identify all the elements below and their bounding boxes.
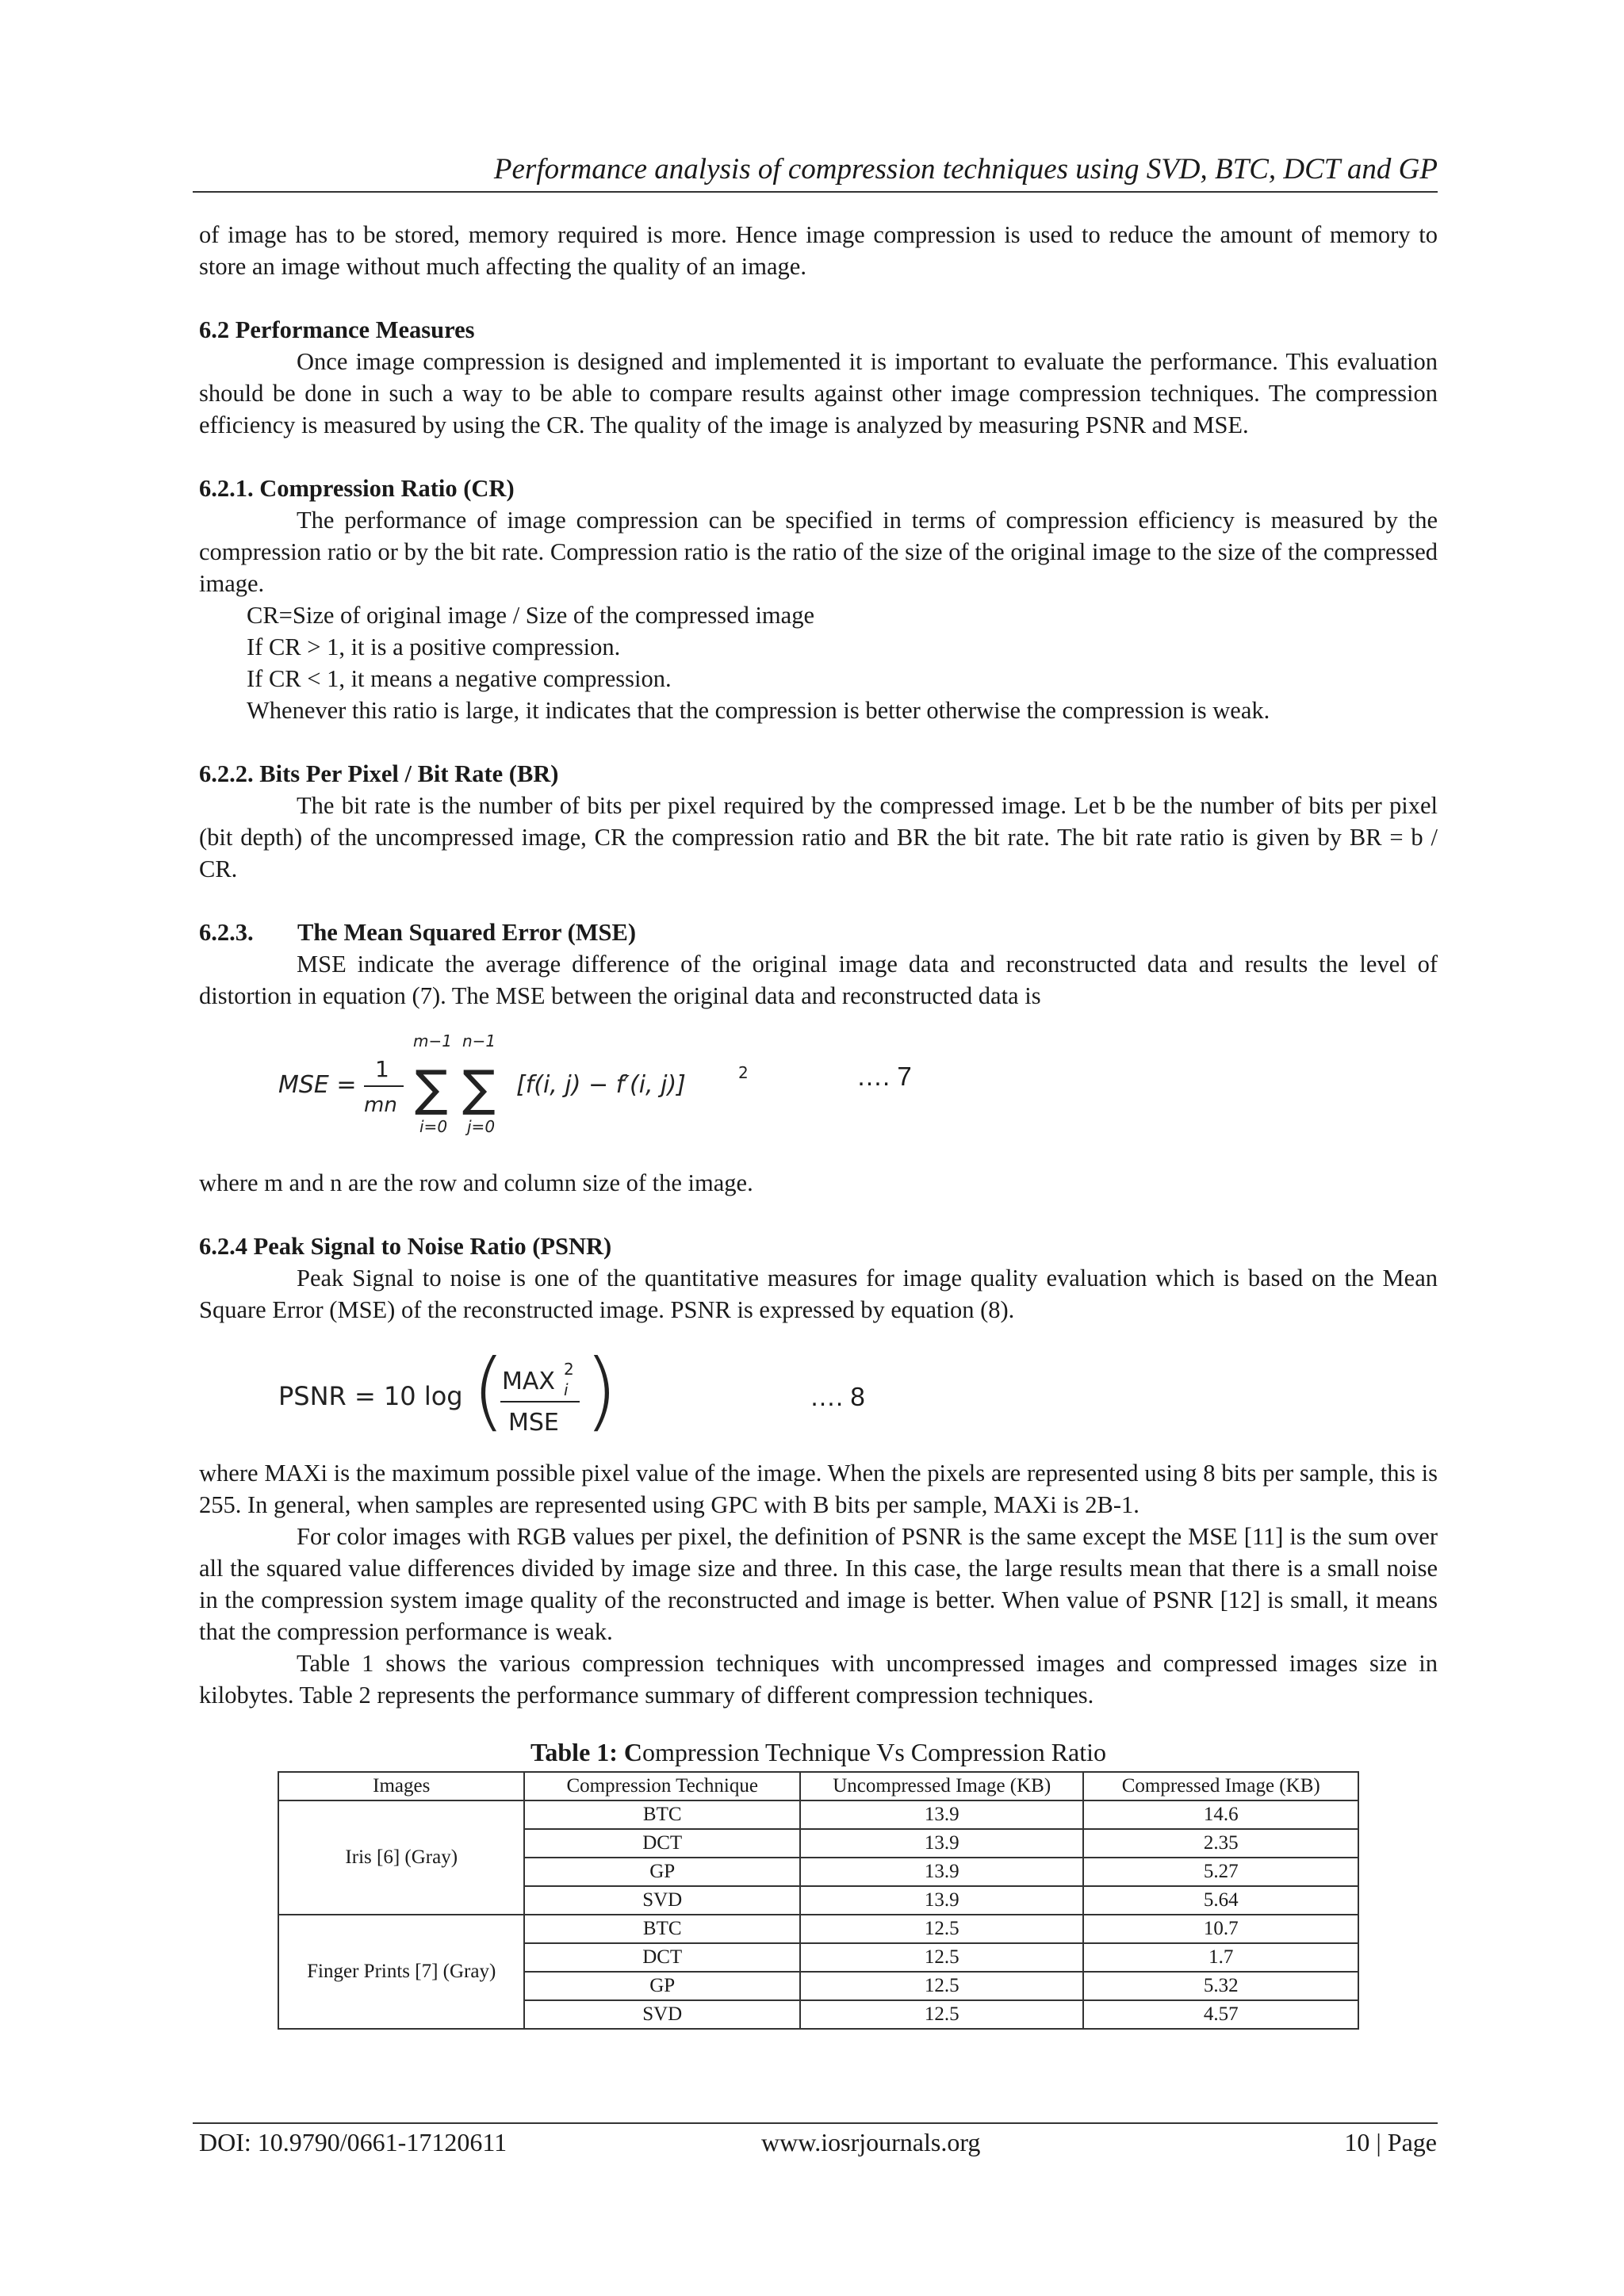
paragraph-psnr-where: where MAXi is the maximum possible pixel value of the image. When the pixels are represented using 8 bits per sample, this is 255. In general, when samples are represented using GPC with B bits per sample, MAXi is 2B-1. — [199, 1460, 1438, 1518]
svg-text:j=0: j=0 — [467, 1117, 496, 1136]
technique-cell: GP — [524, 1858, 800, 1886]
paragraph-bit-rate: The bit rate is the number of bits per pixel required by the compressed image. Let b be the number of bits per pixel (bit depth) of the uncompressed image, CR the compression ratio and BR the bit rate. The bit rate ratio is given by BR = b / CR. — [199, 792, 1438, 882]
compressed-cell: 2.35 — [1083, 1829, 1358, 1858]
cr-positive-line: If CR > 1, it is a positive compression. — [247, 633, 621, 660]
section-number: 6.2.3. — [199, 919, 254, 946]
section-heading-6-2-1: 6.2.1. Compression Ratio (CR) — [199, 475, 515, 502]
uncompressed-cell: 13.9 — [800, 1829, 1084, 1858]
section-heading-6-2-4: 6.2.4 Peak Signal to Noise Ratio (PSNR) — [199, 1233, 612, 1260]
table-header-row — [278, 1772, 1358, 1800]
section-heading-6-2: 6.2 Performance Measures — [199, 316, 475, 343]
paragraph-psnr: Peak Signal to noise is one of the quantitative measures for image quality evaluation which is based on the Mean Square Error (MSE) of the reconstructed image. PSNR is expressed by equation (8). — [199, 1265, 1438, 1323]
equation-number-7: …. 7 — [856, 1062, 912, 1091]
table-1-caption — [199, 1736, 1438, 1768]
svg-text:i: i — [564, 1380, 569, 1399]
technique-cell: SVD — [524, 1886, 800, 1915]
footer-rule — [193, 2122, 1438, 2124]
compressed-cell: 4.57 — [1083, 2000, 1358, 2029]
svg-text:2: 2 — [564, 1360, 574, 1379]
svg-text:2: 2 — [738, 1063, 749, 1082]
paragraph-performance-measures: Once image compression is designed and implemented it is important to evaluate the performance. This evaluation should be done in such a way to be able to compare results against other image compression techniques. The compression efficiency is measured by using the CR. The quality of the image is analyzed by measuring PSNR and MSE. — [199, 348, 1438, 438]
paragraph-color-psnr: For color images with RGB values per pixel, the definition of PSNR is the same except the MSE [11] is the sum over all the squared value differences divided by image size and three. In this case, the large results mean that there is a small noise in the compression system image quality of the reconstructed and image is better. When value of PSNR [12] is small, it means that the compression performance is weak. — [199, 1523, 1438, 1645]
technique-cell: BTC — [524, 1915, 800, 1943]
psnr-formula-graphic — [278, 1345, 833, 1448]
svg-text:PSNR = 10 log: PSNR = 10 log — [278, 1381, 463, 1411]
technique-cell: GP — [524, 1972, 800, 2000]
table-caption-bold: Table 1: C — [530, 1738, 643, 1766]
uncompressed-cell: 13.9 — [800, 1858, 1084, 1886]
table-caption-text: ompression Technique Vs Compression Ratio — [642, 1738, 1107, 1766]
svg-text:∑: ∑ — [462, 1059, 496, 1117]
svg-text:MAX: MAX — [502, 1368, 555, 1395]
page-body — [199, 219, 1438, 2030]
compressed-cell: 1.7 — [1083, 1943, 1358, 1972]
svg-text:m−1: m−1 — [413, 1031, 452, 1050]
psnr-equation — [199, 1345, 1438, 1448]
image-group-cell: Finger Prints [7] (Gray) — [278, 1915, 524, 2029]
section-heading-6-2-3 — [199, 916, 1438, 948]
section-heading-6-2-2: 6.2.2. Bits Per Pixel / Bit Rate (BR) — [199, 760, 559, 787]
footer-website[interactable]: www.iosrjournals.org — [761, 2128, 981, 2156]
uncompressed-cell: 12.5 — [800, 1943, 1084, 1972]
uncompressed-cell: 12.5 — [800, 2000, 1084, 2029]
svg-text:MSE: MSE — [508, 1409, 559, 1437]
footer-page-number: 10 | Page — [1344, 2128, 1437, 2156]
paragraph-mse-where: where m and n are the row and column size of the image. — [199, 1169, 753, 1196]
intro-paragraph: of image has to be stored, memory required is more. Hence image compression is used to reduce the amount of memory to store an image without much affecting the quality of an image. — [199, 221, 1438, 280]
footer-doi: DOI: 10.9790/0661-17120611 — [199, 2128, 508, 2156]
cr-interpretation-line: Whenever this ratio is large, it indicates that the compression is better otherwise the compression is weak. — [247, 697, 1270, 724]
svg-text:MSE =: MSE = — [278, 1071, 357, 1099]
table-1 — [278, 1771, 1359, 2030]
svg-text:): ) — [584, 1345, 619, 1441]
compressed-cell: 14.6 — [1083, 1800, 1358, 1829]
header-rule — [193, 191, 1438, 193]
uncompressed-cell: 12.5 — [800, 1972, 1084, 2000]
running-header: Performance analysis of compression techniques using SVD, BTC, DCT and GP — [493, 153, 1438, 186]
svg-text:n−1: n−1 — [462, 1031, 496, 1050]
cr-negative-line: If CR < 1, it means a negative compression. — [247, 665, 672, 692]
cr-definition-line: CR=Size of original image / Size of the compressed image — [247, 602, 814, 629]
table-row — [278, 1800, 1358, 1829]
svg-text:i=0: i=0 — [419, 1117, 448, 1136]
image-group-cell: Iris [6] (Gray) — [278, 1800, 524, 1915]
compressed-cell: 5.32 — [1083, 1972, 1358, 2000]
column-header-uncompressed: Uncompressed Image (KB) — [800, 1772, 1084, 1800]
section-title: The Mean Squared Error (MSE) — [297, 919, 637, 946]
technique-cell: DCT — [524, 1829, 800, 1858]
compressed-cell: 5.27 — [1083, 1858, 1358, 1886]
uncompressed-cell: 12.5 — [800, 1915, 1084, 1943]
technique-cell: DCT — [524, 1943, 800, 1972]
table-row — [278, 1915, 1358, 1943]
mse-formula-graphic — [278, 1023, 1071, 1150]
svg-text:∑: ∑ — [415, 1059, 448, 1117]
column-header-compressed: Compressed Image (KB) — [1083, 1772, 1358, 1800]
uncompressed-cell: 13.9 — [800, 1886, 1084, 1915]
svg-text:(: ( — [472, 1345, 506, 1441]
uncompressed-cell: 13.9 — [800, 1800, 1084, 1829]
compressed-cell: 5.64 — [1083, 1886, 1358, 1915]
paragraph-table-intro: Table 1 shows the various compression techniques with uncompressed images and compressed images size in kilobytes. Table 2 represents the performance summary of different compression techniques. — [199, 1650, 1438, 1709]
mse-equation — [199, 1023, 1438, 1150]
equation-number-8: …. 8 — [810, 1382, 865, 1411]
technique-cell: SVD — [524, 2000, 800, 2029]
column-header-images: Images — [278, 1772, 524, 1800]
svg-text:1: 1 — [375, 1056, 389, 1082]
paragraph-mse: MSE indicate the average difference of the original image data and reconstructed data and results the level of distortion in equation (7). The MSE between the original data and reconstructed data is — [199, 951, 1438, 1009]
compressed-cell: 10.7 — [1083, 1915, 1358, 1943]
column-header-technique: Compression Technique — [524, 1772, 800, 1800]
svg-text:mn: mn — [364, 1093, 397, 1117]
technique-cell: BTC — [524, 1800, 800, 1829]
paragraph-compression-ratio: The performance of image compression can be specified in terms of compression efficiency is measured by the compression ratio or by the bit rate. Compression ratio is the ratio of the size of the original image to the size of the compressed image. — [199, 507, 1438, 597]
svg-text:[f(i, j) − f′(i, j)]: [f(i, j) − f′(i, j)] — [516, 1071, 686, 1099]
